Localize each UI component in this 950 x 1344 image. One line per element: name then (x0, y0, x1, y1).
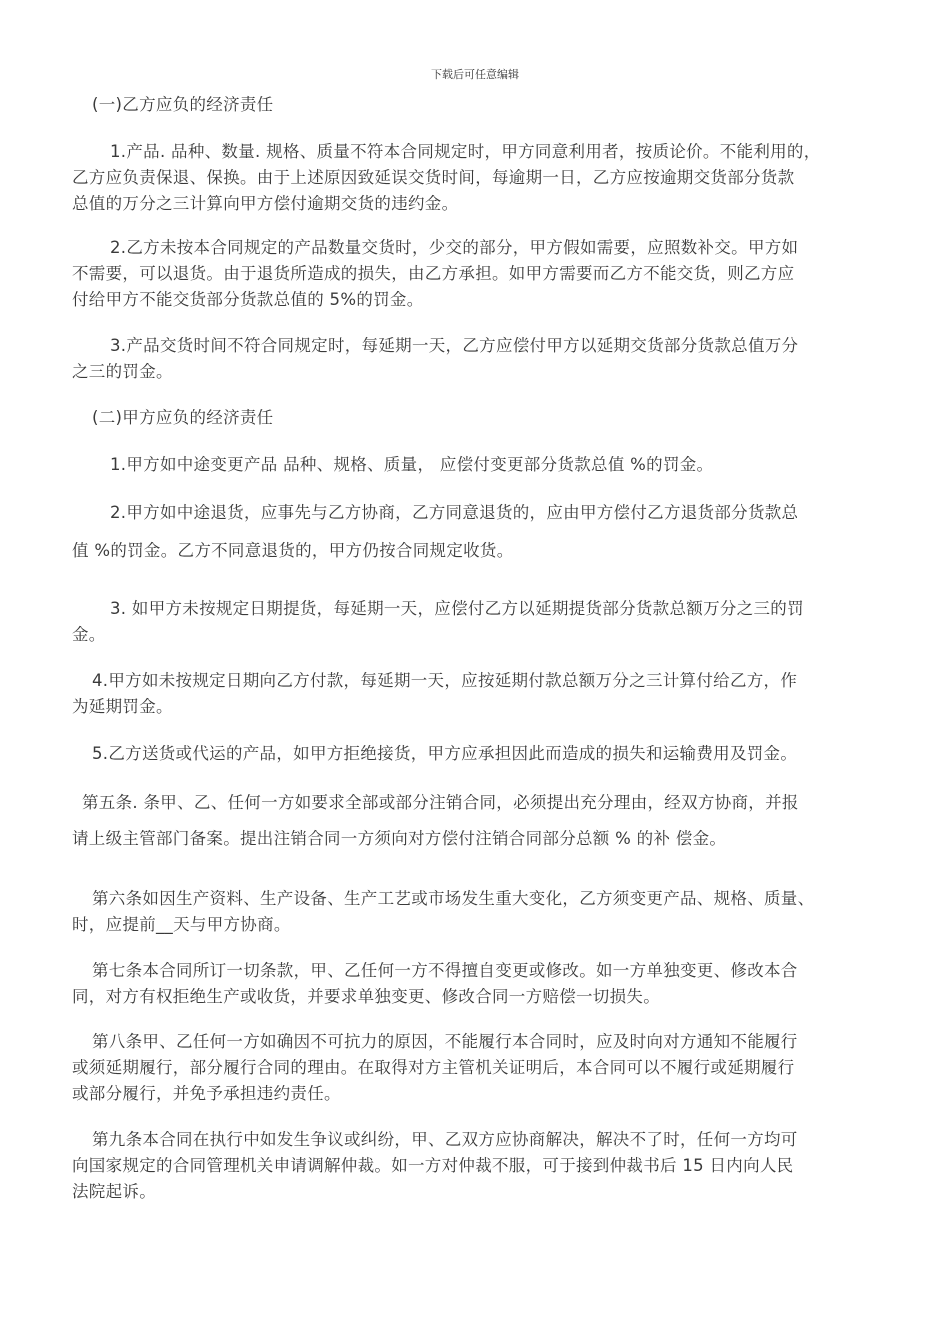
text-line: 时，应提前__天与甲方协商。 (72, 915, 291, 934)
text-line: 同，对方有权拒绝生产或收货，并要求单独变更、修改合同一方赔偿一切损失。 (72, 987, 660, 1006)
text-line: 第九条本合同在执行中如发生争议或纠纷，甲、乙双方应协商解决，解决不了时，任何一方均可 (92, 1130, 798, 1149)
article-5-cont (72, 826, 912, 852)
text-line: (一)乙方应负的经济责任 (92, 95, 274, 114)
paragraph-a3 (72, 596, 912, 648)
section-heading-party-a (92, 405, 932, 431)
text-line: 1.甲方如中途变更产品 品种、规格、质量， 应偿付变更部分货款总值 %的罚金。 (110, 455, 714, 474)
text-line: 总值的万分之三计算向甲方偿付逾期交货的违约金。 (72, 194, 459, 213)
article-6 (72, 886, 912, 938)
text-line: 值 %的罚金。乙方不同意退货的，甲方仍按合同规定收货。 (72, 541, 514, 560)
text-line: 第八条甲、乙任何一方如确因不可抗力的原因，不能履行本合同时，应及时向对方通知不能履行 (92, 1032, 798, 1051)
text-line: 乙方应负责保退、保换。由于上述原因致延误交货时间，每逾期一日，乙方应按逾期交货部分货款 (72, 168, 795, 187)
text-line: 4.甲方如未按规定日期向乙方付款，每延期一天，应按延期付款总额万分之三计算付给乙方，作 (92, 671, 798, 690)
text-line: 不需要，可以退货。由于退货所造成的损失，由乙方承担。如甲方需要而乙方不能交货，则乙方应 (72, 264, 795, 283)
text-line: 法院起诉。 (72, 1182, 156, 1201)
text-line: (二)甲方应负的经济责任 (92, 408, 274, 427)
paragraph-a4 (72, 668, 912, 720)
article-7 (72, 958, 912, 1010)
text-line: 向国家规定的合同管理机关申请调解仲裁。如一方对仲裁不服，可于接到仲裁书后 15 日内向人民 (72, 1156, 794, 1175)
text-line: 第五条. 条甲、乙、任何一方如要求全部或部分注销合同，必须提出充分理由，经双方协商，并报 (82, 793, 799, 812)
paragraph-b3 (72, 333, 912, 385)
text-line: 或部分履行，并免予承担违约责任。 (72, 1084, 341, 1103)
text-line: 或须延期履行，部分履行合同的理由。在取得对方主管机关证明后，本合同可以不履行或延期履行 (72, 1058, 795, 1077)
paragraph-a1 (110, 452, 950, 478)
text-line: 2.甲方如中途退货，应事先与乙方协商，乙方同意退货的，应由甲方偿付乙方退货部分货款总 (110, 503, 799, 522)
text-line: 为延期罚金。 (72, 697, 173, 716)
text-line: 第七条本合同所订一切条款，甲、乙任何一方不得擅自变更或修改。如一方单独变更、修改本合 (92, 961, 798, 980)
text-line: 金。 (72, 625, 106, 644)
text-line: 2.乙方未按本合同规定的产品数量交货时，少交的部分，甲方假如需要，应照数补交。甲方如 (110, 238, 799, 257)
text-line: 请上级主管部门备案。提出注销合同一方须向对方偿付注销合同部分总额 % 的补 偿金。 (72, 829, 727, 848)
text-line: 3.产品交货时间不符合同规定时，每延期一天，乙方应偿付甲方以延期交货部分货款总值万分 (110, 336, 799, 355)
article-9 (72, 1127, 912, 1205)
text-line: 之三的罚金。 (72, 362, 173, 381)
page-header: 下载后可任意编辑 (431, 68, 519, 81)
paragraph-a5 (92, 741, 932, 767)
paragraph-a2 (110, 500, 950, 526)
paragraph-b1 (72, 139, 912, 217)
paragraph-b2 (72, 235, 912, 313)
article-5 (72, 790, 912, 816)
text-line: 5.乙方送货或代运的产品，如甲方拒绝接货，甲方应承担因此而造成的损失和运输费用及罚金。 (92, 744, 798, 763)
section-heading-party-b (92, 92, 932, 118)
article-8 (72, 1029, 912, 1107)
text-line: 3. 如甲方未按规定日期提货，每延期一天，应偿付乙方以延期提货部分货款总额万分之三的罚 (110, 599, 804, 618)
text-line: 第六条如因生产资料、生产设备、生产工艺或市场发生重大变化，乙方须变更产品、规格、质量、 (92, 889, 815, 908)
text-line: 1.产品. 品种、数量. 规格、质量不符本合同规定时，甲方同意利用者，按质论价。不能利用的， (110, 142, 821, 161)
text-line: 付给甲方不能交货部分货款总值的 5%的罚金。 (72, 290, 424, 309)
paragraph-a2-cont (72, 538, 912, 564)
